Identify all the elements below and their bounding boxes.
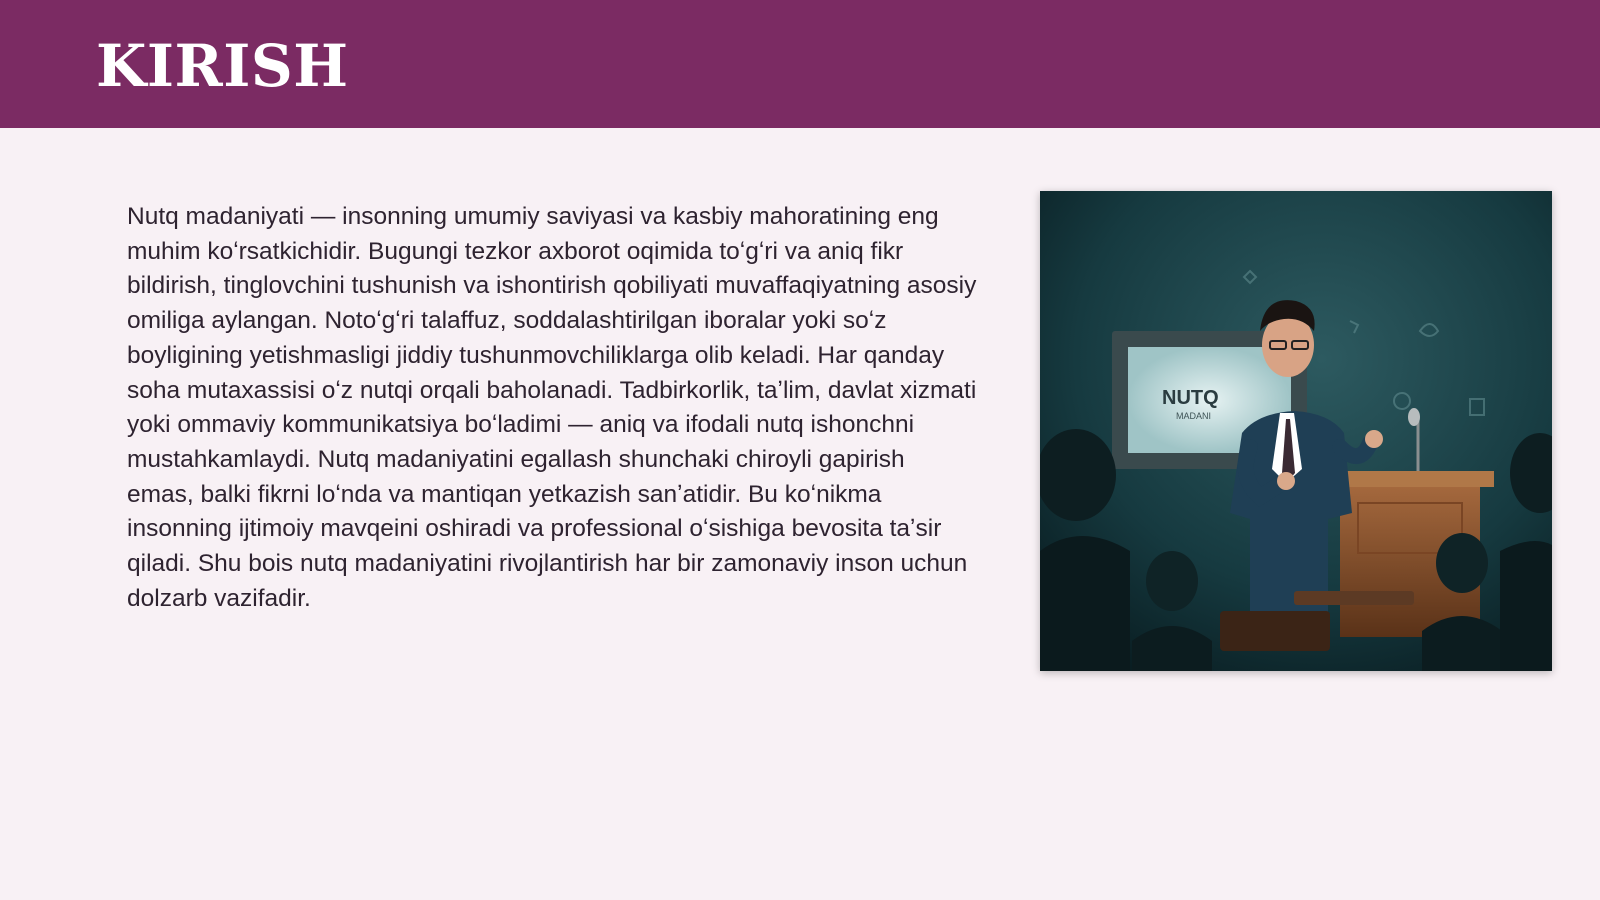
speaker-illustration	[1040, 191, 1552, 671]
slide-title: KIRISH	[96, 32, 349, 100]
speaker-photo	[1040, 191, 1552, 671]
screen-title: NUTQ	[1162, 387, 1219, 409]
intro-paragraph: Nutq madaniyati — insonning umumiy saviyasi va kasbiy mahoratining eng muhim koʻrsatkichidir. Bugungi tezkor axborot oqimida toʻgʻri va aniq fikr bildirish, tinglovchini tushunish va ishontirish qobiliyati muvaffaqiyatning asosiy omiliga aylangan. Notoʻgʻri talaffuz, soddalashtirilgan iboralar yoki soʻz boyligining yetishmasligi jiddiy tushunmovchiliklarga olib keladi. Har qanday soha mutaxassisi oʻz nutqi orqali baholanadi. Tadbirkorlik, taʼlim, davlat xizmati yoki ommaviy kommunikatsiya boʻladimi — aniq va ifodali nutq ishonchni mustahkamlaydi. Nutq madaniyatini egallash shunchaki chiroyli gapirish emas, balki fikrni loʻnda va mantiqan yetkazish sanʼatidir. Bu koʻnikma insonning ijtimoiy mavqeini oshiradi va professional oʻsishiga bevosita taʼsir qiladi. Shu bois nutq madaniyatini rivojlantirish har bir zamonaviy inson uchun dolzarb vazifadir.	[127, 203, 977, 612]
screen-subtitle: MADANI	[1176, 411, 1212, 421]
title-bar	[0, 0, 1600, 128]
